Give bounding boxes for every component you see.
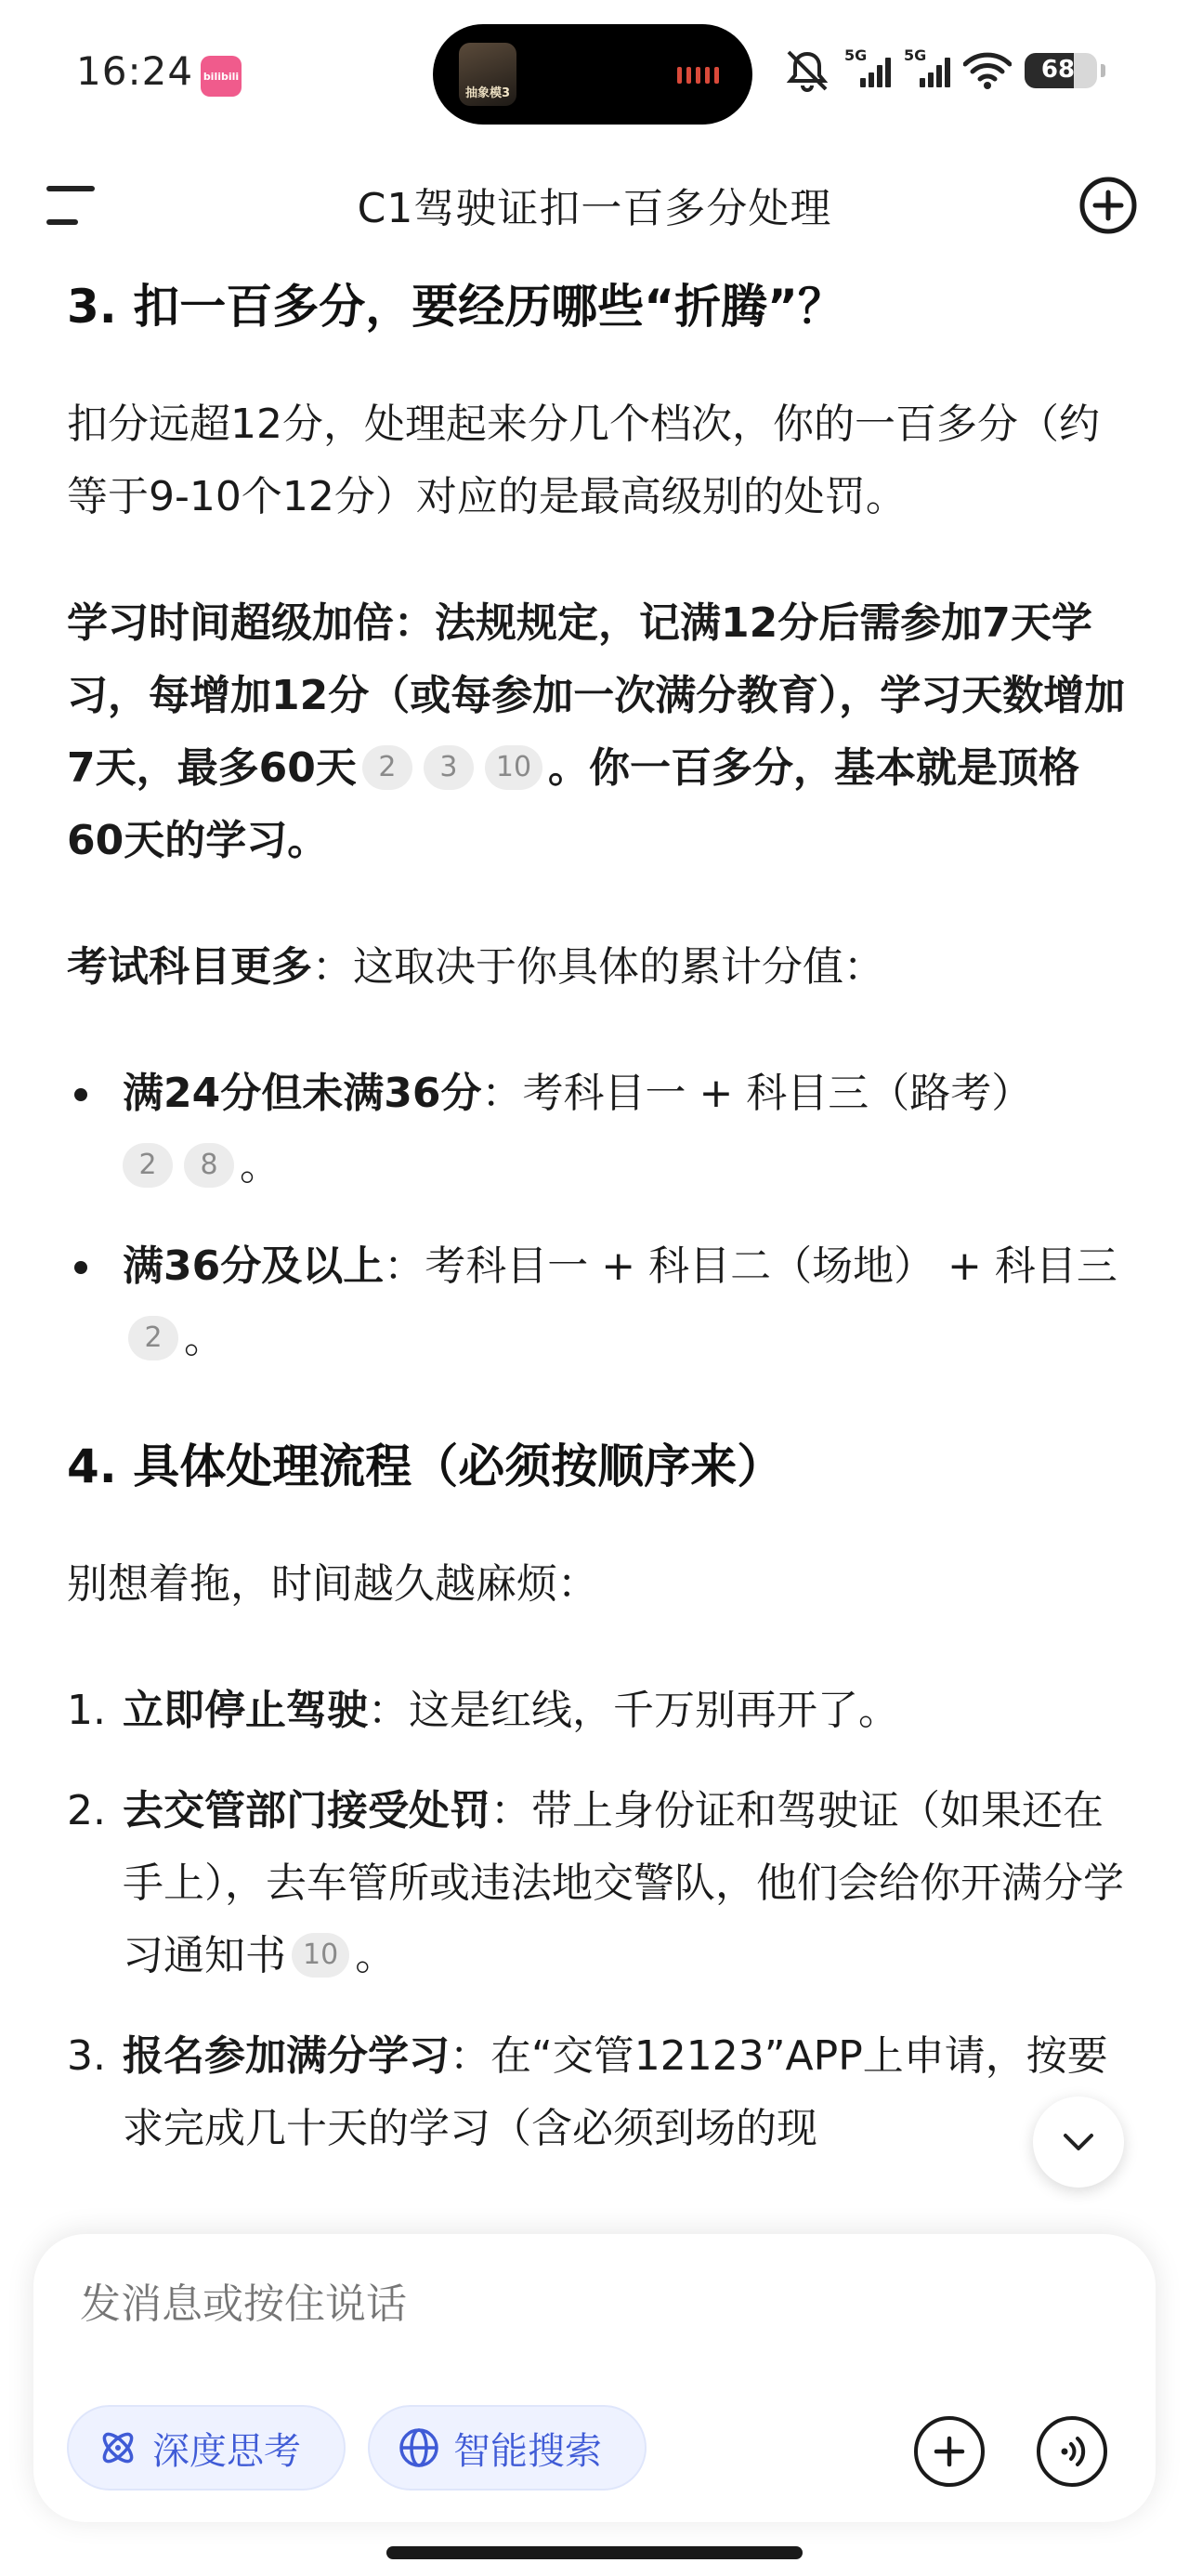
chat-title: C1驾驶证扣一百多分处理: [357, 185, 832, 232]
battery-icon: [1025, 53, 1097, 88]
network-label-1: 5G: [844, 46, 868, 64]
scroll-to-bottom-button[interactable]: [1033, 2096, 1124, 2188]
bullet-bold: 满24分但未满36分: [123, 1070, 482, 1117]
step-number: 2.: [67, 1787, 106, 1834]
para3-bold: 考试科目更多: [67, 943, 312, 991]
step-text: ：带上身份证和驾驶证（如果还在手上），去车管所或违法地交警队，他们会给你开满分学习通知书: [123, 1787, 1124, 1979]
status-time: 16:24: [76, 48, 194, 94]
paragraph-1: 扣分远超12分，处理起来分几个档次，你的一百多分（约等于9-10个12分）对应的是最高级别的处罚。: [67, 401, 1100, 520]
citation-badge[interactable]: 2: [123, 1143, 173, 1188]
deep-think-toggle[interactable]: [67, 2405, 346, 2491]
wifi-icon: [963, 51, 1012, 90]
list-item: [67, 2020, 1126, 2165]
citation-badge[interactable]: 2: [362, 745, 412, 790]
citation-badge[interactable]: 8: [184, 1143, 234, 1188]
numbered-list: [67, 1675, 1126, 2165]
chat-header: [0, 158, 1189, 251]
network-label-2: 5G: [904, 46, 927, 64]
smart-search-toggle[interactable]: [368, 2405, 647, 2491]
bullet-tail: 。: [184, 1315, 225, 1362]
assistant-message: [67, 269, 1126, 2240]
list-item: [67, 1230, 1126, 1375]
step-bold: 去交管部门接受处罚: [123, 1787, 490, 1834]
para2-tail: 。你一百多分，基本就是顶格60天的学习。: [67, 744, 1080, 864]
list-item: [67, 1675, 1126, 1747]
para3-text: ：这取决于你具体的累计分值：: [312, 943, 884, 991]
app-badge-label: bilibili: [203, 70, 240, 83]
island-media-title: 抽象模3: [464, 86, 511, 100]
bullet-bold: 满36分及以上: [123, 1242, 385, 1290]
dynamic-island[interactable]: [433, 24, 752, 125]
cellular-signal-icon: [844, 46, 891, 91]
status-bar: [0, 0, 1189, 149]
section-4-heading: 4. 具体处理流程（必须按顺序来）: [67, 1439, 784, 1493]
step-text: ：这是红线，千万别再开了。: [368, 1687, 899, 1734]
home-indicator[interactable]: [386, 2546, 803, 2559]
globe-icon: [398, 2426, 440, 2469]
cellular-signal-icon-2: [904, 46, 950, 91]
bullet-tail: 。: [240, 1142, 281, 1189]
sound-wave-icon: [1053, 2433, 1091, 2470]
bullet-list: [67, 1058, 1126, 1375]
bilibili-app-icon: [201, 56, 242, 97]
deep-think-label: 深度思考: [152, 2429, 301, 2473]
new-chat-button[interactable]: [1078, 175, 1139, 236]
step-bold: 报名参加满分学习: [123, 2032, 450, 2080]
audio-visualizer-icon: [677, 67, 719, 84]
citation-badge[interactable]: 10: [485, 745, 542, 790]
citation-badge[interactable]: 3: [424, 745, 474, 790]
chevron-down-icon: [1060, 2130, 1097, 2154]
para2-text: ：法规规定，记满12分后需参加7天学习，每增加12分（或每参加一次满分教育），学习天数增加7天，最多60天: [67, 599, 1126, 792]
voice-call-button[interactable]: [1037, 2416, 1107, 2487]
step-bold: 立即停止驾驶: [123, 1687, 368, 1734]
add-attachment-button[interactable]: [914, 2416, 985, 2487]
message-composer: [33, 2234, 1156, 2522]
atom-icon: [97, 2426, 139, 2469]
plus-icon: [931, 2433, 968, 2470]
step-number: 3.: [67, 2032, 106, 2080]
list-item: [67, 1058, 1126, 1203]
battery-level: 68: [1040, 56, 1076, 84]
bullet-text: ：考科目一 + 科目二（场地） + 科目三: [384, 1242, 1117, 1290]
paragraph-3: [67, 931, 1126, 1004]
step-text: ：在“交管12123”APP上申请，按要求完成几十天的学习（含必须到场的现: [123, 2032, 1108, 2152]
citation-badge[interactable]: 10: [292, 1933, 349, 1978]
step-tail: 。: [355, 1932, 397, 1979]
bullet-text: ：考科目一 + 科目三（路考）: [481, 1070, 1033, 1117]
media-thumbnail: [459, 43, 516, 106]
step-number: 1.: [67, 1687, 106, 1734]
message-input[interactable]: [80, 2271, 916, 2336]
paragraph-2: [67, 587, 1126, 877]
paragraph-4: 别想着拖，时间越久越麻烦：: [67, 1560, 598, 1608]
list-item: [67, 1775, 1126, 1992]
smart-search-label: 智能搜索: [453, 2429, 602, 2473]
status-icons: [783, 45, 1105, 97]
mute-icon: [783, 48, 831, 93]
section-3-heading: 3. 扣一百多分，要经历哪些“折腾”？: [67, 280, 844, 334]
citation-badge[interactable]: 2: [128, 1316, 178, 1360]
para2-bold: 学习时间超级加倍: [67, 599, 394, 647]
